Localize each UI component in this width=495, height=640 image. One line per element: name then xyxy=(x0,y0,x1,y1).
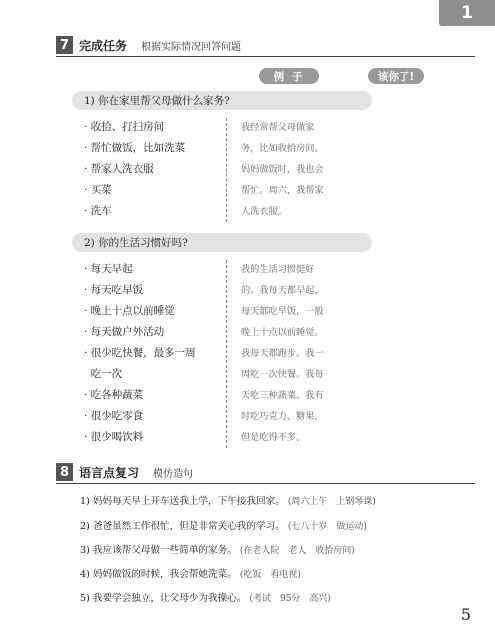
list-item: · 帮家人洗衣服 xyxy=(84,163,154,175)
your-turn-pill: 该你了! xyxy=(368,68,424,84)
answer-line: 周吃一次快餐。我每 xyxy=(241,369,324,380)
answer-line: 的。我每天都早起， xyxy=(241,285,324,296)
sentence-prompt: (考试 95分 高兴) xyxy=(249,594,331,604)
list-item: · 每天早起 xyxy=(84,263,133,275)
sentence-main: 5) 我要学会独立，让父母少为我操心。 xyxy=(80,593,247,604)
list-item: · 很少吃零食 xyxy=(84,410,144,422)
sentence-prompt: (吃饭 看电视) xyxy=(239,570,301,580)
section-7-header xyxy=(56,36,241,54)
list-item: · 买菜 xyxy=(84,184,112,196)
unit-tab: 1 xyxy=(439,0,495,26)
sentence-main: 3) 我应该帮父母做一些简单的家务。 xyxy=(80,545,237,556)
answer-line: 天吃三种蔬菜。我有 xyxy=(241,390,324,401)
answer-line: 但是吃得不多。 xyxy=(241,432,306,443)
question-1-list xyxy=(84,117,234,222)
question-1-bar: 1) 你在家里帮父母做什么家务? xyxy=(72,91,372,110)
section-8-number: 8 xyxy=(56,463,73,481)
list-item: · 晚上十点以前睡觉 xyxy=(84,305,175,317)
example-pill: 例 子 xyxy=(259,68,319,84)
question-2-divider xyxy=(226,260,227,448)
section-8-rule xyxy=(56,483,475,484)
sentence-prompt: (周六上午 上钢琴课) xyxy=(287,497,376,507)
sentence-2 xyxy=(80,518,367,532)
sentence-main: 2) 爸爸虽然工作很忙，但是非常关心我的学习。 xyxy=(80,521,285,532)
answer-line: 我的生活习惯挺好 xyxy=(241,264,315,275)
section-8-subtitle: 模仿造句 xyxy=(153,468,194,480)
question-1-example-answer xyxy=(241,117,353,222)
list-item: · 收拾、打扫房间 xyxy=(84,121,165,133)
answer-line: 妈妈做饭时，我也会 xyxy=(241,164,324,175)
list-item: · 很少喝饮料 xyxy=(84,431,144,443)
section-7-rule xyxy=(56,56,475,57)
list-item: · 帮忙做饭，比如洗菜 xyxy=(84,142,186,154)
list-item: · 很少吃快餐，最多一周 xyxy=(84,347,196,359)
sentence-3 xyxy=(80,542,355,556)
answer-line: 我每天都跑步。我一 xyxy=(241,348,324,359)
section-7-number: 7 xyxy=(56,36,73,54)
section-8-header xyxy=(56,463,193,481)
sentence-prompt: (在老人院 老人 收拾房间) xyxy=(239,546,355,556)
list-item: · 每天做户外活动 xyxy=(84,326,165,338)
list-item: · 吃各种蔬菜 xyxy=(84,389,144,401)
question-2-example-answer xyxy=(241,259,353,448)
sentence-prompt: (七八十岁 做运动) xyxy=(287,522,367,532)
answer-line: 人洗衣服。 xyxy=(241,206,287,217)
page-number: 5 xyxy=(460,605,471,624)
section-8-title: 语言点复习 xyxy=(79,465,140,480)
sentence-4 xyxy=(80,566,301,580)
sentence-1 xyxy=(80,493,376,507)
answer-line: 晚上十点以前睡觉。 xyxy=(241,327,324,338)
answer-line: 时吃巧克力、糖果， xyxy=(241,411,324,422)
sentence-main: 1) 妈妈每天早上开车送我上学，下午接我回家。 xyxy=(80,496,285,507)
list-item: · 每天吃早饭 xyxy=(84,284,144,296)
answer-line: 每天都吃早饭，一般 xyxy=(241,306,324,317)
list-item: · 洗车 xyxy=(84,205,112,217)
question-2-list xyxy=(84,259,234,448)
answer-line: 务，比如收拾房间。 xyxy=(241,143,324,154)
section-7-subtitle: 根据实际情况回答问题 xyxy=(141,41,242,53)
sentence-5 xyxy=(80,590,331,604)
question-1-divider xyxy=(226,118,227,222)
list-item: 吃一次 xyxy=(84,368,123,380)
answer-line: 我经常帮父母做家 xyxy=(241,122,315,133)
sentence-main: 4) 妈妈做饭的时候，我会帮她洗菜。 xyxy=(80,569,237,580)
answer-line: 帮忙。周六，我帮家 xyxy=(241,185,324,196)
section-7-title: 完成任务 xyxy=(79,38,128,53)
question-2-bar: 2) 你的生活习惯好吗? xyxy=(72,233,372,252)
